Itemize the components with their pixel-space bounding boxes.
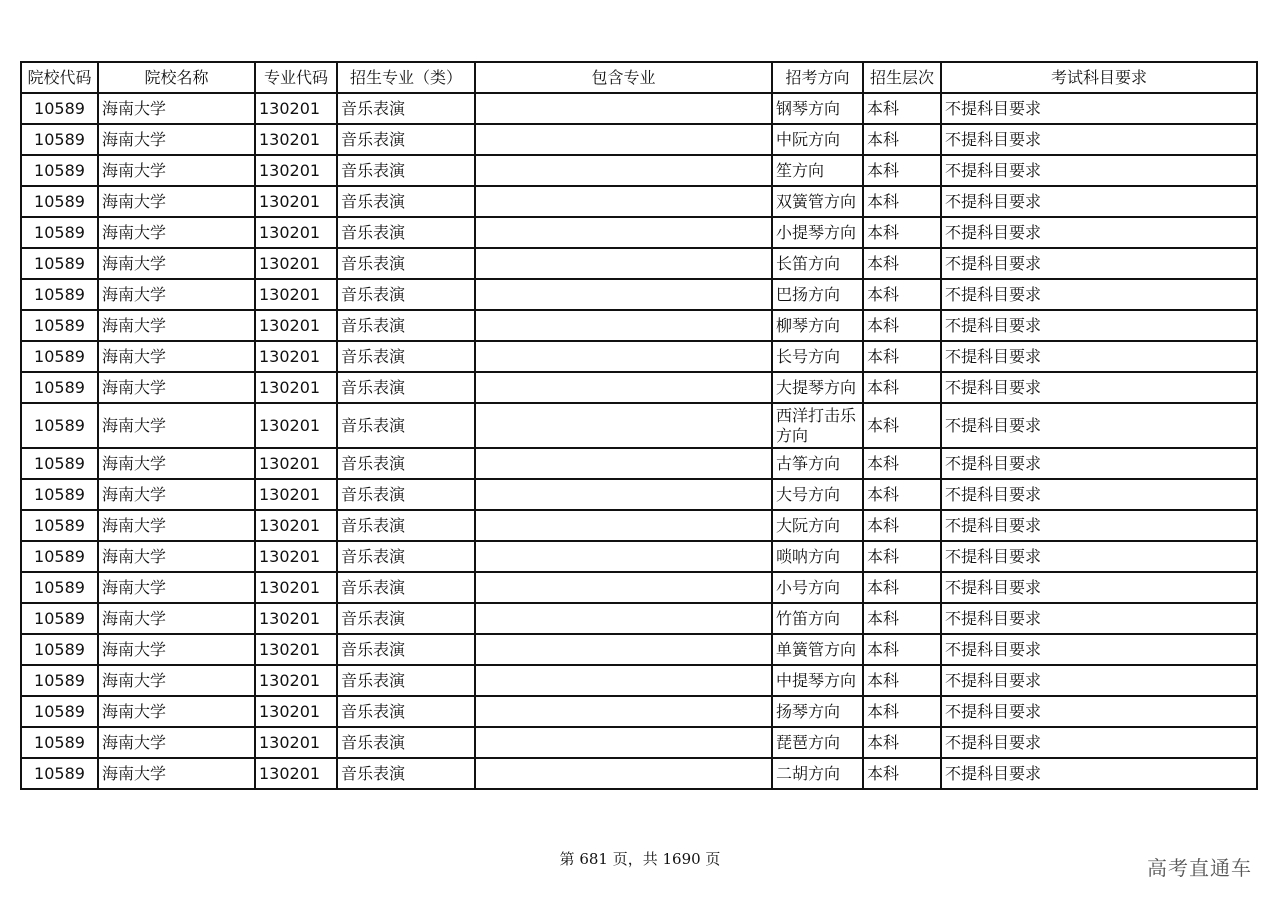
table-cell: 130201 bbox=[255, 217, 337, 248]
header-cell: 招生层次 bbox=[863, 62, 941, 93]
table-cell: 中提琴方向 bbox=[772, 665, 863, 696]
table-cell: 本科 bbox=[863, 124, 941, 155]
table-cell bbox=[475, 634, 772, 665]
table-cell: 130201 bbox=[255, 634, 337, 665]
table-cell: 130201 bbox=[255, 279, 337, 310]
table-cell: 单簧管方向 bbox=[772, 634, 863, 665]
table-body bbox=[21, 93, 1257, 789]
table-cell bbox=[475, 758, 772, 789]
table-cell bbox=[475, 448, 772, 479]
header-cell: 包含专业 bbox=[475, 62, 772, 93]
table-cell: 不提科目要求 bbox=[941, 727, 1257, 758]
table-cell: 不提科目要求 bbox=[941, 572, 1257, 603]
table-cell: 海南大学 bbox=[98, 665, 255, 696]
table-cell bbox=[475, 665, 772, 696]
table-cell: 130201 bbox=[255, 186, 337, 217]
table-cell: 海南大学 bbox=[98, 341, 255, 372]
table-cell: 古筝方向 bbox=[772, 448, 863, 479]
table-cell: 竹笛方向 bbox=[772, 603, 863, 634]
table-cell: 音乐表演 bbox=[337, 758, 475, 789]
table-cell: 本科 bbox=[863, 341, 941, 372]
table-cell bbox=[475, 93, 772, 124]
table-cell: 大阮方向 bbox=[772, 510, 863, 541]
table-row bbox=[21, 758, 1257, 789]
table-cell: 130201 bbox=[255, 603, 337, 634]
table-cell: 本科 bbox=[863, 696, 941, 727]
table-cell: 海南大学 bbox=[98, 310, 255, 341]
table-row bbox=[21, 510, 1257, 541]
table-cell: 小号方向 bbox=[772, 572, 863, 603]
table-cell bbox=[475, 541, 772, 572]
table-cell: 唢呐方向 bbox=[772, 541, 863, 572]
table-cell: 大号方向 bbox=[772, 479, 863, 510]
table-cell: 不提科目要求 bbox=[941, 603, 1257, 634]
table-row bbox=[21, 448, 1257, 479]
table-cell: 海南大学 bbox=[98, 155, 255, 186]
table-cell: 130201 bbox=[255, 403, 337, 448]
table-row bbox=[21, 279, 1257, 310]
table-cell: 不提科目要求 bbox=[941, 634, 1257, 665]
table-cell: 音乐表演 bbox=[337, 341, 475, 372]
header-cell: 院校代码 bbox=[21, 62, 98, 93]
table-cell: 本科 bbox=[863, 665, 941, 696]
table-cell: 不提科目要求 bbox=[941, 758, 1257, 789]
table-cell: 中阮方向 bbox=[772, 124, 863, 155]
table-cell: 本科 bbox=[863, 217, 941, 248]
table-cell: 不提科目要求 bbox=[941, 155, 1257, 186]
table-row bbox=[21, 403, 1257, 448]
table-row bbox=[21, 310, 1257, 341]
table-cell: 不提科目要求 bbox=[941, 217, 1257, 248]
table-cell: 海南大学 bbox=[98, 217, 255, 248]
table-cell: 海南大学 bbox=[98, 279, 255, 310]
table-cell: 巴扬方向 bbox=[772, 279, 863, 310]
table-cell: 笙方向 bbox=[772, 155, 863, 186]
table-cell: 10589 bbox=[21, 603, 98, 634]
table-cell: 扬琴方向 bbox=[772, 696, 863, 727]
table-cell: 10589 bbox=[21, 665, 98, 696]
table-row bbox=[21, 93, 1257, 124]
table-cell: 长号方向 bbox=[772, 341, 863, 372]
table-cell: 不提科目要求 bbox=[941, 124, 1257, 155]
table-row bbox=[21, 603, 1257, 634]
table-cell: 不提科目要求 bbox=[941, 696, 1257, 727]
table-cell: 音乐表演 bbox=[337, 541, 475, 572]
table-cell: 130201 bbox=[255, 541, 337, 572]
table-cell bbox=[475, 186, 772, 217]
table-cell: 本科 bbox=[863, 510, 941, 541]
table-cell: 10589 bbox=[21, 448, 98, 479]
table-cell: 钢琴方向 bbox=[772, 93, 863, 124]
table-row bbox=[21, 372, 1257, 403]
table-cell: 130201 bbox=[255, 696, 337, 727]
table-cell: 音乐表演 bbox=[337, 403, 475, 448]
table-cell: 130201 bbox=[255, 758, 337, 789]
table-cell: 不提科目要求 bbox=[941, 479, 1257, 510]
header-cell: 专业代码 bbox=[255, 62, 337, 93]
table-row bbox=[21, 341, 1257, 372]
header-cell: 考试科目要求 bbox=[941, 62, 1257, 93]
table-cell: 音乐表演 bbox=[337, 372, 475, 403]
table-cell: 不提科目要求 bbox=[941, 448, 1257, 479]
table-cell: 10589 bbox=[21, 572, 98, 603]
table-cell: 音乐表演 bbox=[337, 93, 475, 124]
table-cell: 音乐表演 bbox=[337, 279, 475, 310]
table-cell bbox=[475, 479, 772, 510]
table-cell: 海南大学 bbox=[98, 93, 255, 124]
table-cell: 10589 bbox=[21, 696, 98, 727]
table-row bbox=[21, 572, 1257, 603]
admissions-table bbox=[20, 61, 1258, 790]
table-cell: 柳琴方向 bbox=[772, 310, 863, 341]
table-cell: 130201 bbox=[255, 155, 337, 186]
header-cell: 招考方向 bbox=[772, 62, 863, 93]
table-cell bbox=[475, 403, 772, 448]
table-row bbox=[21, 217, 1257, 248]
table-cell bbox=[475, 217, 772, 248]
table-cell: 长笛方向 bbox=[772, 248, 863, 279]
table-cell: 本科 bbox=[863, 572, 941, 603]
table-cell: 130201 bbox=[255, 665, 337, 696]
table-cell: 音乐表演 bbox=[337, 310, 475, 341]
table-row bbox=[21, 155, 1257, 186]
table-cell: 不提科目要求 bbox=[941, 403, 1257, 448]
table-cell: 不提科目要求 bbox=[941, 341, 1257, 372]
table-cell: 130201 bbox=[255, 341, 337, 372]
table-cell: 音乐表演 bbox=[337, 572, 475, 603]
table-cell bbox=[475, 372, 772, 403]
header-cell: 招生专业（类） bbox=[337, 62, 475, 93]
table-cell: 海南大学 bbox=[98, 248, 255, 279]
table-cell: 音乐表演 bbox=[337, 448, 475, 479]
table-cell: 海南大学 bbox=[98, 510, 255, 541]
table-header-row bbox=[21, 62, 1257, 93]
table-cell: 海南大学 bbox=[98, 479, 255, 510]
table-cell: 本科 bbox=[863, 372, 941, 403]
table-cell: 10589 bbox=[21, 634, 98, 665]
table-cell: 不提科目要求 bbox=[941, 93, 1257, 124]
table-cell: 音乐表演 bbox=[337, 510, 475, 541]
table-cell: 海南大学 bbox=[98, 372, 255, 403]
table-cell: 本科 bbox=[863, 758, 941, 789]
table-cell: 二胡方向 bbox=[772, 758, 863, 789]
table-cell: 10589 bbox=[21, 758, 98, 789]
table-row bbox=[21, 665, 1257, 696]
table-cell bbox=[475, 279, 772, 310]
table-cell: 不提科目要求 bbox=[941, 186, 1257, 217]
table-cell: 不提科目要求 bbox=[941, 279, 1257, 310]
table-cell: 本科 bbox=[863, 155, 941, 186]
table-cell: 本科 bbox=[863, 186, 941, 217]
table-cell: 双簧管方向 bbox=[772, 186, 863, 217]
table-cell bbox=[475, 696, 772, 727]
table-cell: 音乐表演 bbox=[337, 665, 475, 696]
table-cell: 本科 bbox=[863, 727, 941, 758]
table-cell: 10589 bbox=[21, 155, 98, 186]
watermark-text: 高考直通车 bbox=[1147, 856, 1252, 880]
table-cell bbox=[475, 248, 772, 279]
table-cell bbox=[475, 124, 772, 155]
table-cell: 10589 bbox=[21, 341, 98, 372]
table-cell bbox=[475, 510, 772, 541]
table-cell: 海南大学 bbox=[98, 758, 255, 789]
table-cell: 音乐表演 bbox=[337, 248, 475, 279]
table-cell: 130201 bbox=[255, 93, 337, 124]
table-row bbox=[21, 248, 1257, 279]
table-cell: 130201 bbox=[255, 310, 337, 341]
table-row bbox=[21, 634, 1257, 665]
table-cell: 琵琶方向 bbox=[772, 727, 863, 758]
table-cell: 10589 bbox=[21, 248, 98, 279]
table-cell: 130201 bbox=[255, 124, 337, 155]
table-cell: 海南大学 bbox=[98, 448, 255, 479]
table-cell: 130201 bbox=[255, 510, 337, 541]
table-cell: 海南大学 bbox=[98, 124, 255, 155]
table-cell: 10589 bbox=[21, 186, 98, 217]
table-cell: 10589 bbox=[21, 372, 98, 403]
table-cell: 10589 bbox=[21, 727, 98, 758]
table-cell: 不提科目要求 bbox=[941, 310, 1257, 341]
table-cell: 海南大学 bbox=[98, 696, 255, 727]
table-cell: 本科 bbox=[863, 248, 941, 279]
table-cell: 海南大学 bbox=[98, 727, 255, 758]
table-cell: 海南大学 bbox=[98, 403, 255, 448]
table-cell: 10589 bbox=[21, 479, 98, 510]
table-cell: 本科 bbox=[863, 279, 941, 310]
table-cell: 本科 bbox=[863, 541, 941, 572]
table-cell: 音乐表演 bbox=[337, 634, 475, 665]
table-cell: 海南大学 bbox=[98, 603, 255, 634]
table-cell: 130201 bbox=[255, 248, 337, 279]
table-cell: 音乐表演 bbox=[337, 217, 475, 248]
table-cell: 130201 bbox=[255, 448, 337, 479]
table-cell: 不提科目要求 bbox=[941, 372, 1257, 403]
table-cell bbox=[475, 310, 772, 341]
table-cell: 小提琴方向 bbox=[772, 217, 863, 248]
table-cell: 海南大学 bbox=[98, 541, 255, 572]
table-cell: 音乐表演 bbox=[337, 696, 475, 727]
table-cell: 10589 bbox=[21, 403, 98, 448]
table-cell: 不提科目要求 bbox=[941, 248, 1257, 279]
page-number: 第 681 页，共 1690 页 bbox=[559, 850, 721, 868]
table-cell: 130201 bbox=[255, 572, 337, 603]
table-cell: 音乐表演 bbox=[337, 727, 475, 758]
table-cell bbox=[475, 572, 772, 603]
table-cell: 海南大学 bbox=[98, 572, 255, 603]
table-cell bbox=[475, 727, 772, 758]
table-cell bbox=[475, 341, 772, 372]
table-cell: 不提科目要求 bbox=[941, 510, 1257, 541]
table-cell: 本科 bbox=[863, 479, 941, 510]
table-cell: 10589 bbox=[21, 510, 98, 541]
table-cell: 本科 bbox=[863, 448, 941, 479]
table-cell: 本科 bbox=[863, 93, 941, 124]
table-row bbox=[21, 479, 1257, 510]
table-cell: 10589 bbox=[21, 124, 98, 155]
table-cell: 10589 bbox=[21, 541, 98, 572]
table-cell: 音乐表演 bbox=[337, 155, 475, 186]
table-cell: 本科 bbox=[863, 634, 941, 665]
table-cell: 不提科目要求 bbox=[941, 665, 1257, 696]
table-row bbox=[21, 727, 1257, 758]
table-row bbox=[21, 541, 1257, 572]
table-cell: 音乐表演 bbox=[337, 124, 475, 155]
table-cell: 音乐表演 bbox=[337, 603, 475, 634]
table-cell: 音乐表演 bbox=[337, 479, 475, 510]
table-cell: 大提琴方向 bbox=[772, 372, 863, 403]
table-row bbox=[21, 696, 1257, 727]
table-cell bbox=[475, 603, 772, 634]
table-cell: 10589 bbox=[21, 310, 98, 341]
table-cell: 130201 bbox=[255, 727, 337, 758]
table-cell: 西洋打击乐方向 bbox=[772, 403, 863, 448]
table-cell: 10589 bbox=[21, 93, 98, 124]
table-cell: 不提科目要求 bbox=[941, 541, 1257, 572]
table-row bbox=[21, 186, 1257, 217]
table-cell: 本科 bbox=[863, 403, 941, 448]
table-cell: 本科 bbox=[863, 310, 941, 341]
table-cell: 10589 bbox=[21, 217, 98, 248]
table-cell: 10589 bbox=[21, 279, 98, 310]
table-cell: 130201 bbox=[255, 372, 337, 403]
table-row bbox=[21, 124, 1257, 155]
table-cell: 海南大学 bbox=[98, 186, 255, 217]
header-cell: 院校名称 bbox=[98, 62, 255, 93]
table-cell bbox=[475, 155, 772, 186]
table-cell: 音乐表演 bbox=[337, 186, 475, 217]
table-cell: 海南大学 bbox=[98, 634, 255, 665]
table-cell: 130201 bbox=[255, 479, 337, 510]
table-cell: 本科 bbox=[863, 603, 941, 634]
